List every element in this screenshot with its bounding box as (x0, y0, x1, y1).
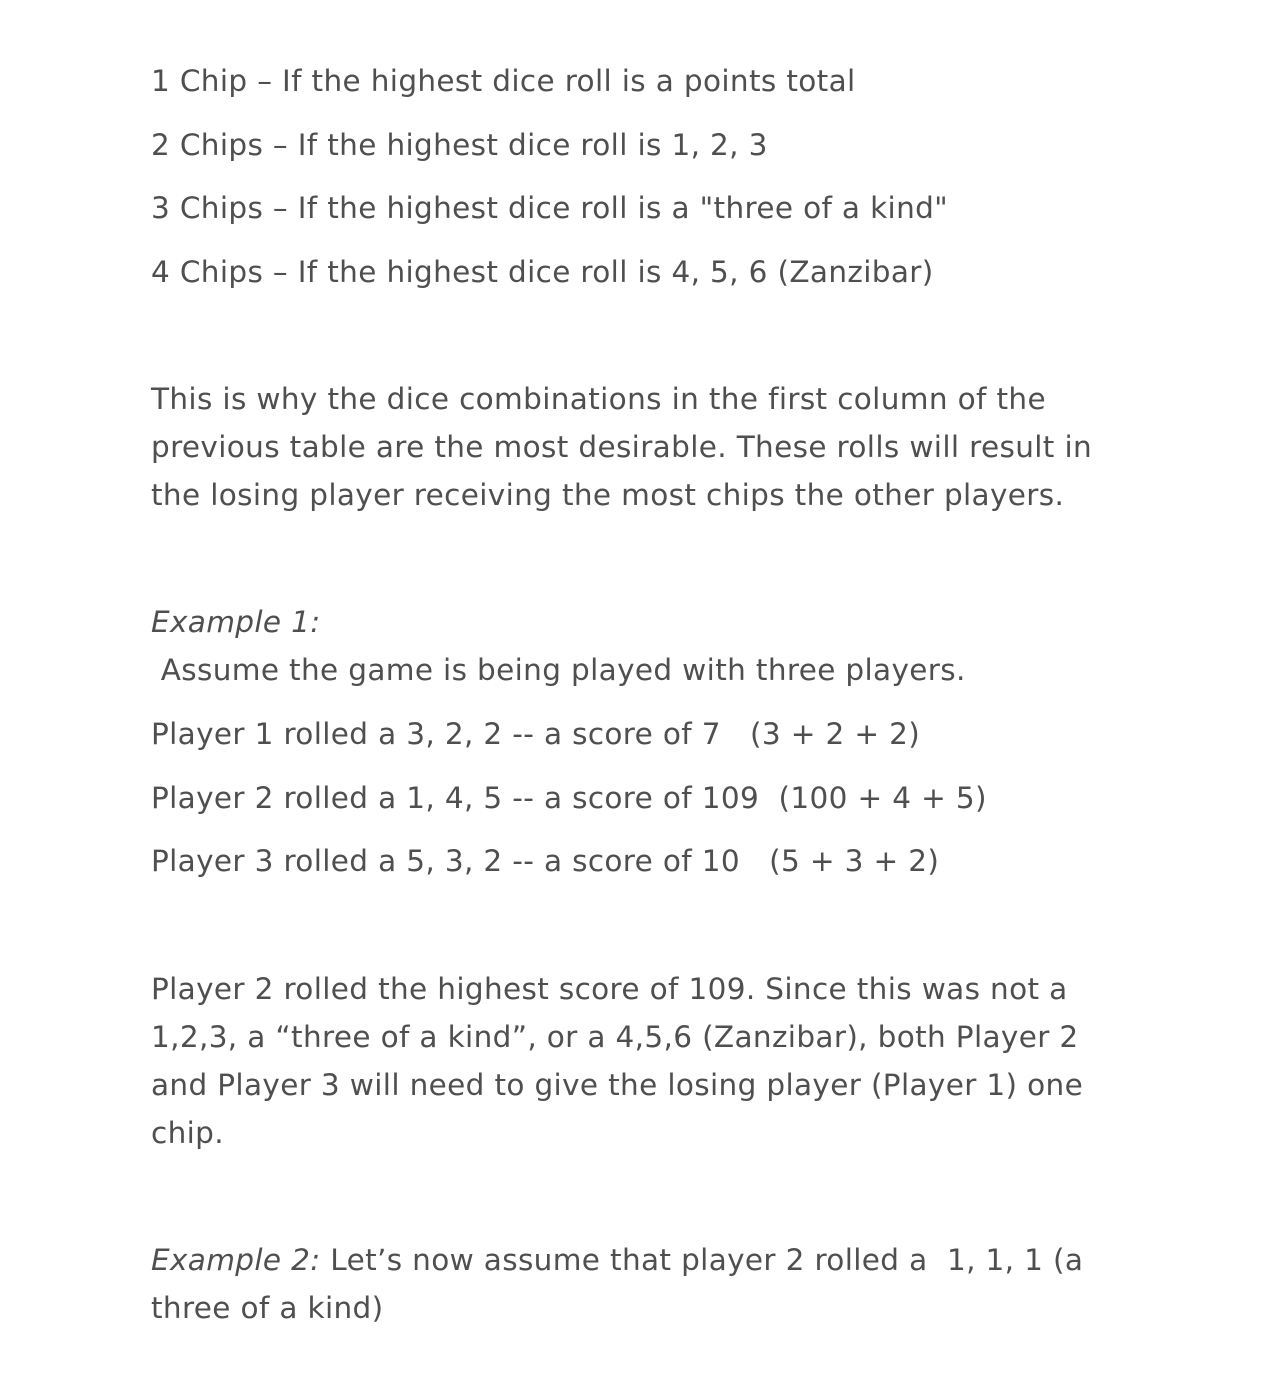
player-3-roll: Player 3 rolled a 5, 3, 2 -- a score of 10 (5 + 3 + 2) (151, 844, 940, 878)
example-1-intro (151, 598, 1111, 694)
explanation-paragraph: This is why the dice combinations in the first column of the previous table are the most desirable. These rolls will result in the losing player receiving the most chips the other players. (151, 382, 1093, 512)
example-1-conclusion: Player 2 rolled the highest score of 109. Since this was not a 1,2,3, a “three of a kind”, or a 4,5,6 (Zanzibar), both Player 2 and Player 3 will need to give the losing player (Player 1) one chip. (151, 972, 1084, 1150)
example-2-text: Let’s now assume that player 2 rolled a 1, 1, 1 (a three of a kind) (151, 1243, 1093, 1325)
player-2-roll: Player 2 rolled a 1, 4, 5 -- a score of 109 (100 + 4 + 5) (151, 781, 987, 815)
chip-rule-2: 2 Chips – If the highest dice roll is 1, 2, 3 (151, 128, 768, 162)
chip-rule-1: 1 Chip – If the highest dice roll is a points total (151, 64, 856, 98)
example-2-label: Example 2: (151, 1243, 321, 1277)
chip-rule-3: 3 Chips – If the highest dice roll is a "three of a kind" (151, 191, 949, 225)
player-1-roll: Player 1 rolled a 3, 2, 2 -- a score of 7 (3 + 2 + 2) (151, 717, 921, 751)
example-1-text: Assume the game is being played with three players. (151, 653, 966, 687)
example-2-intro (151, 1236, 1111, 1332)
chip-rule-4: 4 Chips – If the highest dice roll is 4, 5, 6 (Zanzibar) (151, 255, 934, 289)
example-1-label: Example 1: (151, 605, 321, 639)
